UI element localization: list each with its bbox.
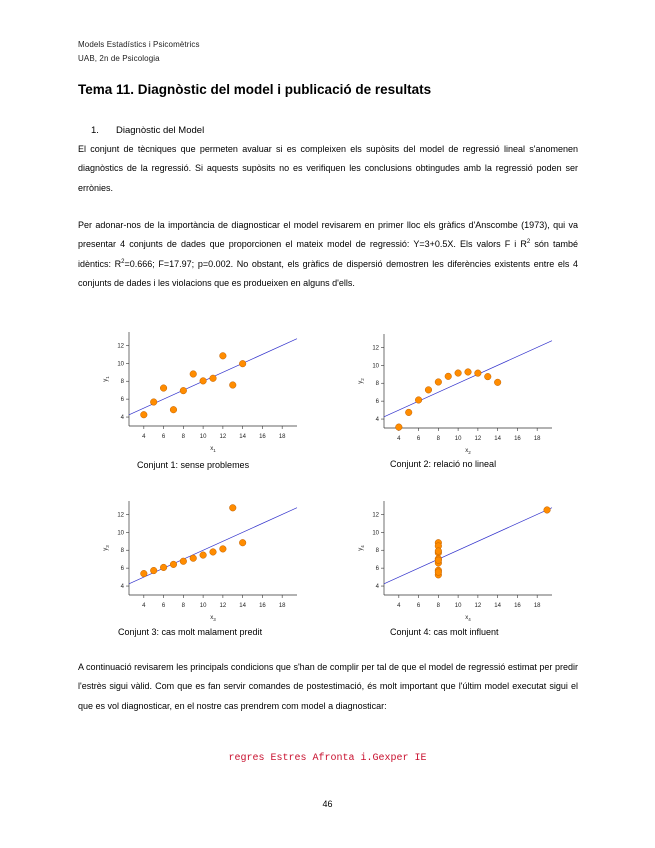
x-tick-label: 16 — [514, 603, 521, 609]
y-tick-label: 12 — [117, 512, 124, 519]
plot-1-caption: Conjunt 1: sense problemes — [137, 460, 250, 470]
x-axis-title-subscript: 3 — [213, 617, 216, 622]
x-tick-label: 8 — [181, 434, 186, 440]
superscript-2b: 2 — [121, 258, 125, 265]
plot-3-caption: Conjunt 3: cas molt malament predit — [118, 627, 263, 637]
x-tick-label: 12 — [474, 436, 482, 442]
y-tick-label: 10 — [117, 361, 124, 368]
data-point — [455, 370, 462, 377]
y-tick-label: 8 — [375, 548, 379, 555]
y-tick-label: 12 — [117, 343, 124, 350]
y-tick-label: 8 — [375, 381, 379, 388]
data-point — [465, 369, 472, 376]
paragraph-intro: El conjunt de tècniques que permeten avaluar si es compleixen els supòsits del model de regressió lineal s'anomenen diagnòstics de la regressió. Si aquests supòsits no es verifiquen les conclusions obtingudes amb la regressió poden ser errònies. — [78, 144, 578, 193]
paragraph-conditions: A continuació revisarem les principals condicions que s'han de complir per tal de que el model de regressió estimat per predir l'estrès sigui vàlid. Com que es fan servir comandes de postestimació, és molt important que l'últim model executat sigui el que es vol diagnosticar, en el nostre cas prendrem com model a diagnosticar: — [78, 662, 578, 711]
x-tick-label: 10 — [199, 603, 207, 609]
y-tick-label: 10 — [117, 530, 124, 537]
y-axis-title: $y_1$ — [103, 376, 110, 382]
data-point — [210, 549, 217, 556]
data-point — [475, 370, 482, 377]
x-tick-label: 14 — [494, 603, 501, 609]
x-tick-label: 18 — [278, 434, 286, 440]
x-axis-title-subscript: 2 — [468, 450, 471, 455]
y-axis-title-subscript: 2 — [360, 378, 365, 381]
data-point — [160, 564, 167, 571]
x-tick-label: 6 — [416, 436, 421, 442]
plot-4-caption: Conjunt 4: cas molt influent — [390, 627, 499, 637]
data-point — [220, 546, 227, 553]
x-tick-label: 12 — [219, 434, 227, 440]
data-point — [396, 424, 403, 431]
running-header-course: Models Estadístics i Psicomètrics — [78, 40, 200, 49]
data-point — [170, 561, 177, 568]
x-axis-title-subscript: 1 — [213, 448, 216, 453]
x-tick-label: 14 — [239, 434, 246, 440]
data-point — [494, 379, 501, 386]
data-point — [190, 371, 197, 378]
data-point — [435, 548, 442, 555]
page-number: 46 — [322, 799, 333, 809]
data-point — [484, 373, 491, 380]
superscript-2a: 2 — [526, 239, 531, 246]
x-tick-label: 16 — [259, 603, 266, 609]
regression-line — [384, 341, 552, 417]
data-point — [180, 387, 187, 394]
x-tick-label: 4 — [397, 603, 401, 609]
data-point — [220, 353, 227, 360]
paragraph-anscombe — [78, 216, 578, 293]
x-tick-label: 6 — [416, 603, 421, 609]
data-point — [200, 552, 207, 559]
paragraph-anscombe-part2: són també idèntics: R — [78, 239, 578, 269]
x-tick-label: 4 — [142, 434, 146, 440]
data-point — [239, 539, 246, 546]
data-point — [544, 507, 551, 514]
data-point — [445, 373, 452, 380]
regression-line — [384, 508, 552, 584]
x-tick-label: 18 — [278, 603, 286, 609]
y-axis-title-subscript: 1 — [105, 376, 110, 379]
x-tick-label: 18 — [533, 603, 541, 609]
plot-2-caption: Conjunt 2: relació no lineal — [390, 459, 497, 469]
data-point — [435, 379, 442, 386]
x-tick-label: 8 — [181, 603, 186, 609]
x-tick-label: 12 — [474, 603, 482, 609]
y-axis-title: $y_4$ — [358, 545, 365, 551]
x-tick-label: 6 — [161, 603, 166, 609]
running-header-university: UAB, 2n de Psicologia — [78, 54, 160, 63]
x-tick-label: 18 — [533, 436, 541, 442]
data-point — [435, 569, 442, 576]
y-tick-label: 6 — [375, 399, 379, 406]
x-tick-label: 6 — [161, 434, 166, 440]
section-label: Diagnòstic del Model — [116, 125, 205, 136]
x-axis-title: $x_3$ — [210, 615, 216, 622]
x-axis-title-subscript: 4 — [468, 617, 471, 622]
y-tick-label: 10 — [372, 363, 379, 370]
x-tick-label: 12 — [219, 603, 227, 609]
y-tick-label: 4 — [120, 415, 124, 422]
data-point — [229, 505, 236, 512]
y-tick-label: 8 — [120, 548, 124, 555]
data-point — [239, 360, 246, 367]
y-axis-title: $y_3$ — [103, 545, 110, 551]
stata-command: regres Estres Afronta i.Gexper IE — [228, 753, 427, 764]
data-point — [141, 570, 148, 577]
x-tick-label: 16 — [514, 436, 521, 442]
section-heading — [78, 125, 204, 136]
x-axis-title: $x_1$ — [210, 446, 216, 453]
x-tick-label: 8 — [436, 436, 441, 442]
data-point — [170, 406, 177, 413]
y-tick-label: 8 — [120, 379, 124, 386]
section-number: 1. — [91, 125, 99, 136]
y-axis-title-subscript: 3 — [105, 545, 110, 548]
y-tick-label: 6 — [120, 566, 124, 573]
data-point — [150, 567, 157, 574]
paragraph-anscombe-part3: =0.666; F=17.97; p=0.002. No obstant, els gràfics de dispersió demostren les diferències existents entre els 4 conjunts de dades i les violacions que es produeixen en alguns d'ells. — [78, 258, 578, 288]
y-tick-label: 6 — [120, 397, 124, 404]
x-tick-label: 10 — [199, 434, 207, 440]
y-axis-title-subscript: 4 — [360, 545, 365, 548]
y-tick-label: 12 — [372, 345, 379, 352]
paragraph-anscombe-part1: Per adonar-nos de la importància de diagnosticar el model revisarem en primer lloc els gràfics d'Anscombe (1973), qui va presentar 4 conjunts de dades que proporcionen el mateix model de regressió: Y=3+0.5X. Els valors F i R — [78, 220, 578, 250]
x-tick-label: 14 — [239, 603, 246, 609]
data-point — [229, 382, 236, 389]
y-tick-label: 4 — [375, 417, 379, 424]
y-axis-title: $y_2$ — [358, 378, 365, 384]
x-tick-label: 4 — [397, 436, 401, 442]
data-point — [405, 409, 412, 416]
data-point — [425, 387, 432, 394]
chapter-title: Tema 11. Diagnòstic del model i publicació de resultats — [78, 82, 432, 97]
y-tick-label: 12 — [372, 512, 379, 519]
x-tick-label: 14 — [494, 436, 501, 442]
x-axis-title: $x_4$ — [465, 615, 471, 622]
data-point — [150, 399, 157, 406]
data-point — [141, 411, 148, 418]
x-tick-label: 16 — [259, 434, 266, 440]
y-tick-label: 4 — [375, 584, 379, 591]
x-tick-label: 10 — [454, 436, 462, 442]
data-point — [180, 558, 187, 565]
y-tick-label: 10 — [372, 530, 379, 537]
data-point — [160, 385, 167, 392]
x-tick-label: 8 — [436, 603, 441, 609]
x-tick-label: 10 — [454, 603, 462, 609]
x-tick-label: 4 — [142, 603, 146, 609]
y-tick-label: 4 — [120, 584, 124, 591]
data-point — [210, 375, 217, 382]
y-tick-label: 6 — [375, 566, 379, 573]
data-point — [200, 378, 207, 385]
data-point — [190, 555, 197, 562]
data-point — [415, 397, 422, 404]
x-axis-title: $x_2$ — [465, 448, 471, 455]
data-point — [435, 557, 442, 564]
